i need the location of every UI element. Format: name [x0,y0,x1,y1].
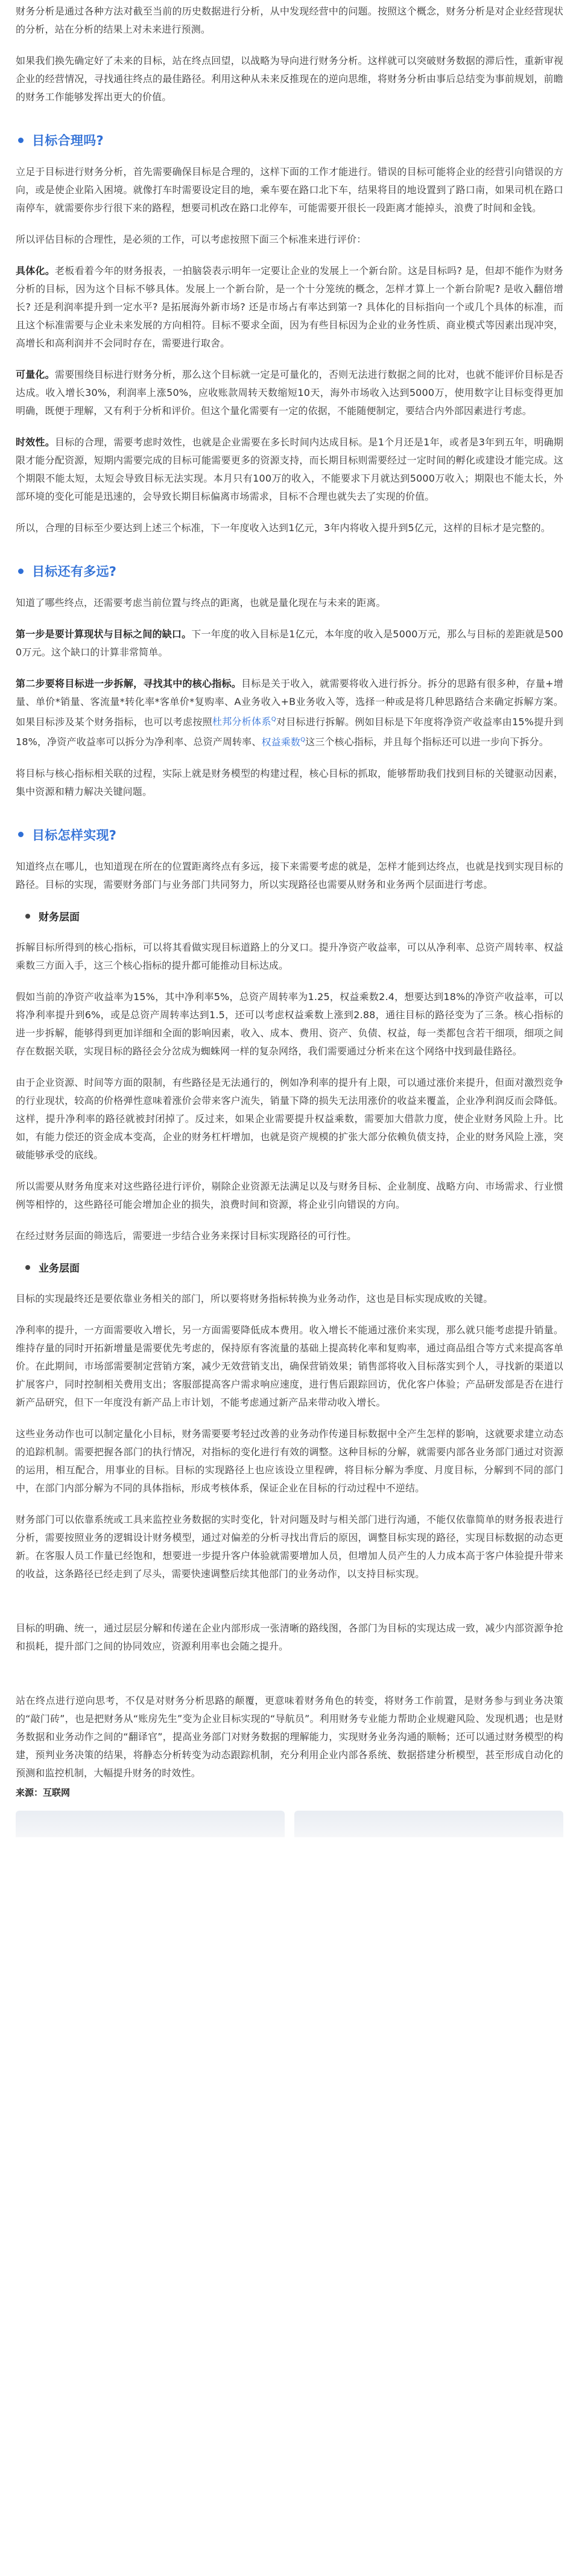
search-icon: Q [300,736,306,744]
keyword-link[interactable]: 权益乘数$^Q$ [261,736,306,748]
section-heading-distance [16,561,563,581]
intro-paragraph-1: 财务分析是通过各种方法对截至当前的历史数据进行分析，从中发现经营中的问题。按照这个概念，财务分析是对企业经营现状的分析，站在分析的结果上对未来进行预测。 [16,5,563,35]
step-text: 对目标进行拆解。例如目标是下年度将净资产收益率由15%提升到18%，净资产收益率可以拆分为净利率、总资产周转率、 [16,716,563,748]
criterion-text: 老板看着今年的财务报表，一拍脑袋表示明年一定要让企业的发展上一个新台阶。这是目标吗? 是，但却不能作为财务分析的目标，因为这个目标不够具体。发展上一个新台阶，是一个十分笼统的概念，怎样才算上一个新台阶呢? 是收入翻倍增长? 还是利润率提升到一定水平? 是拓展海外新市场? 还是市场占有率达到第一? 具体化的目标指向一个或几个具体的标准，而且这个标准需要与企业未来发展的方向相符。目标不要求全面，因为有些目标因为企业的业务性质、商业模式等因素出现冲突，高增长和高利润并不会同时存在，需要进行取舍。 [16,265,563,349]
subheading-finance [16,907,563,925]
step-text: 这三个核心指标，并且每个指标还可以进一步向下拆分。 [305,736,549,748]
bullet-dot-icon [25,914,30,919]
paragraph: 所以，合理的目标至少要达到上述三个标准，下一年度收入达到1亿元，3年内将收入提升到5亿元，这样的目标才是完整的。 [16,522,551,534]
closing-paragraph-2: 站在终点进行逆向思考，不仅是对财务分析思路的颠覆，更意味着财务角色的转变，将财务工作前置，是财务参与到业务决策的“敲门砖”，也是把财务从“账房先生”变为企业目标实现的“导航员”。利用财务专业能力帮助企业规避风险、发现机遇；也是财务数据和业务动作之间的“翻译官”，提高业务部门对财务数据的理解能力，实现财务业务沟通的顺畅；还可以通过财务模型的构建，预判业务决策的结果，将静态分析转变为动态跟踪机制，充分利用企业内部各系统、数据搭建分析模型，甚至形成自动化的预测和监控机制，大幅提升财务的时效性。 [16,1694,563,1779]
section-heading-achieve [16,825,563,844]
bullet-dot-icon [18,138,24,143]
related-image[interactable] [294,1811,563,1837]
paragraph: 财务部门可以依靠系统或工具来监控业务数据的实时变化，针对问题及时与相关部门进行沟通，不能仅依靠简单的财务报表进行分析，需要按照业务的逻辑设计财务模型，通过对偏差的分析寻找出背后的原因，调整目标实现的路径，实现目标数据的动态更新。在客服人员工作量已经饱和，想要进一步提升客户体验就需要增加人员，但增加人员产生的人力成本高于客户体验提升带来的收益，这条路径已经走到了尽头，需要快速调整后续其他部门的业务动作，以支持目标实现。 [16,1513,563,1580]
subheading-title: 业务层面 [39,1263,80,1275]
step-text: 下一年度的收入目标是1亿元，本年度的收入是5000万元，那么与目标的差距就是5000万元。这个缺口的计算非常简单。 [16,628,563,658]
paragraph: 假如当前的净资产收益率为15%，其中净利率5%，总资产周转率为1.25，权益乘数2.4，想要达到18%的净资产收益率，可以将净利率提升到6%，或是总资产周转率达到1.5，还可以考虑权益乘数上涨到2.88，通往目标的路径变为了三条。核心指标的进一步拆解，能够得到更加详细和全面的影响因素，收入、成本、费用、资产、负债、权益，每一类都包含若干细项，细项之间存在数据关联，实现目标的路径会分岔成为蜘蛛网一样的复杂网络，我们需要通过分析来在这个网络中找到最佳路径。 [16,990,563,1057]
criterion-quantifiable [16,366,563,420]
related-images-strip [16,1811,563,1837]
step-2 [16,675,563,751]
paragraph: 这些业务动作也可以制定量化小目标，财务需要要考轻过改善的业务动作传递目标数据中全产生怎样的影响，这就要求建立动态的追踪机制。需要把握各部门的执行情况，对指标的变化进行有效的调整。这种目标的分解，就需要内部各业务部门通过对资源的运用，相互配合，用事业的目标。目标的实现路径上也应该设立里程碑，将目标分解为季度、月度目标，分解到不同的部门中，在部门内部分解为不同的具体指标，形成考核体系，保证企业在目标的行动过程中不逆结。 [16,1427,563,1494]
source-label: 来源：互联网 [16,1787,71,1798]
bullet-dot-icon [18,832,24,837]
criterion-text: 目标的合理，需要考虑时效性，也就是企业需要在多长时间内达成目标。是1个月还是1年，或者是3年到五年，明确期限才能分配资源，短期内需要完成的目标可能需要更多的资源支持，而长期目标则需要经过一定时间的孵化或建设才能完成。这个期限不能太短，太短会导致目标无法实现。本月只有100万的收入，不能要求下月就达到5000万收入；期限也不能太长，外部环境的变化可能是迅速的，会导致长期目标偏离市场需求，目标不合理也就失去了实现的价值。 [16,436,563,502]
section-heading-reasonable [16,130,563,150]
criterion-timely [16,433,563,506]
paragraph: 目标的实现最终还是要依靠业务相关的部门，所以要将财务指标转换为业务动作，这也是目标实现成败的关键。 [16,1292,493,1304]
bullet-dot-icon [18,569,24,574]
criterion-lead: 具体化。 [16,265,55,276]
paragraph: 拆解目标所得到的核心指标，可以将其看做实现目标道路上的分叉口。提升净资产收益率，可以从净利率、总资产周转率、权益乘数三方面入手，这三个核心指标的提升都可能推动目标达成。 [16,941,563,971]
paragraph: 立足于目标进行财务分析，首先需要确保目标是合理的，这样下面的工作才能进行。错误的目标可能将企业的经营引向错误的方向，或是使企业陷入困境。就像打车时需要设定目的地，乘车要在路口北下车，结果将目的地设置到了路口南，如果司机在路口南停车，就需要你步行很下来的路程，想要司机改在路口北停车，可能需要开很长一段距离才能掉头，浪费了时间和金钱。 [16,166,563,214]
keyword-link[interactable]: 杜邦分析体系$^Q$ [212,716,276,728]
section-title: 目标合理吗? [32,133,104,148]
step-lead: 第二步要将目标进一步拆解，寻找其中的核心指标。 [16,678,242,689]
criterion-lead: 时效性。 [16,436,55,448]
criterion-lead: 可量化。 [16,369,55,380]
section-title: 目标还有多远? [32,564,117,579]
bullet-dot-icon [25,1265,30,1270]
paragraph: 所以评估目标的合理性，是必须的工作，可以考虑按照下面三个标准来进行评价： [16,234,367,245]
paragraph: 所以需要从财务角度来对这些路径进行评价，剔除企业资源无法满足以及与财务目标、企业制度、战略方向、市场需求、行业惯例等相悖的，这些路径可能会增加企业的损失，浪费时间和资源，将企业引向错误的方向。 [16,1180,563,1210]
paragraph: 由于企业资源、时间等方面的限制，有些路径是无法通行的，例如净利率的提升有上限，可以通过涨价来提升，但面对激烈竞争的行业现状，较高的价格弹性意味着涨价会带来客户流失，销量下降的损失无法用涨价的收益来覆盖，企业净利润反而会降低。这样，提升净利率的路径就被封闭掉了。反过来，如果企业需要提升权益乘数，需要加大借款力度，使企业财务风险上升。比如，有能力偿还的资金成本变高，企业的财务杠杆增加，也就是资产规模的扩张大部分依赖负债支持，企业的财务风险上涨，突破能够承受的底线。 [16,1076,563,1161]
criterion-text: 需要围绕目标进行财务分析，那么这个目标就一定是可量化的，否则无法进行数据之间的比对，也就不能评价目标是否达成。收入增长30%，利润率上涨50%，应收账款周转天数缩短10天，海外市场收入达到5000万，使用数字让目标变得更加明确，既便于理解，又有利于分析和评价。但这个量化需要有一定的依据，不能随便制定，要结合内外部因素进行考虑。 [16,369,563,416]
subheading-title: 财务层面 [39,911,80,924]
step-lead: 第一步是要计算现状与目标之间的缺口。 [16,628,192,640]
paragraph: 知道终点在哪儿，也知道现在所在的位置距离终点有多远，接下来需要考虑的就是，怎样才能到达终点，也就是找到实现目标的路径。目标的实现，需要财务部门与业务部门共同努力，所以实现路径也需要从财务和业务两个层面进行考虑。 [16,860,563,890]
intro-paragraph-2: 如果我们换先确定好了未来的目标，站在终点回望，以战略为导向进行财务分析。这样就可以突破财务数据的滞后性，重新审视企业的经营情况，寻找通往终点的最佳路径。利用这种从未来反推现在的逆向思维，将财务分析由事后总结变为事前规划，前瞻的财务工作能够发挥出更大的价值。 [16,55,563,103]
step-1 [16,625,563,662]
section-title: 目标怎样实现? [32,827,117,843]
search-icon: Q [271,716,276,723]
step-text: 目标是关于收入，就需要将收入进行拆分。拆分的思路有很多种，存量+增量、单价*销量、客流量*转化率*客单价*复购率、A业务收入+B业务收入等，选择一种或是将几种思路结合来确定拆解方案。如果目标涉及某个财务指标，也可以考虑按照 [16,678,564,728]
closing-paragraph-1: 目标的明确、统一，通过层层分解和传递在企业内部形成一张清晰的路线图，各部门为目标的实现达成一致，减少内部资源争抢和损耗，提升部门之间的协同效应，资源利用率也会随之提升。 [16,1622,563,1652]
criterion-specific [16,262,563,352]
paragraph: 知道了哪些终点，还需要考虑当前位置与终点的距离，也就是量化现在与未来的距离。 [16,597,386,608]
related-image[interactable] [16,1811,285,1837]
paragraph: 将目标与核心指标相关联的过程，实际上就是财务模型的构建过程，核心目标的抓取，能够帮助我们找到目标的关键驱动因素，集中资源和精力解决关键问题。 [16,767,563,797]
paragraph: 在经过财务层面的筛选后，需要进一步结合业务来探讨目标实现路径的可行性。 [16,1229,357,1242]
subheading-business [16,1258,563,1277]
paragraph: 净利率的提升，一方面需要收入增长，另一方面需要降低成本费用。收入增长不能通过涨价来实现，那么就只能考虑提升销量。维持存量的同时开拓新增量是需要优先考虑的，保持原有客流量的基础上提高转化率和复购率，通过商品组合等方式来提高客单价。在此期间，市场部需要制定营销方案，减少无效营销支出，确保营销效果；销售部将收入目标落实到个人，寻找新的渠道以扩展客户，同时控制相关费用支出；客服部提高客户需求响应速度，进行售后跟踪回访，优化客户体验；产品研发部是否在进行新产品研究，但下一年度没有新产品上市计划，不能考虑通过新产品来带动收入增长。 [16,1324,563,1408]
